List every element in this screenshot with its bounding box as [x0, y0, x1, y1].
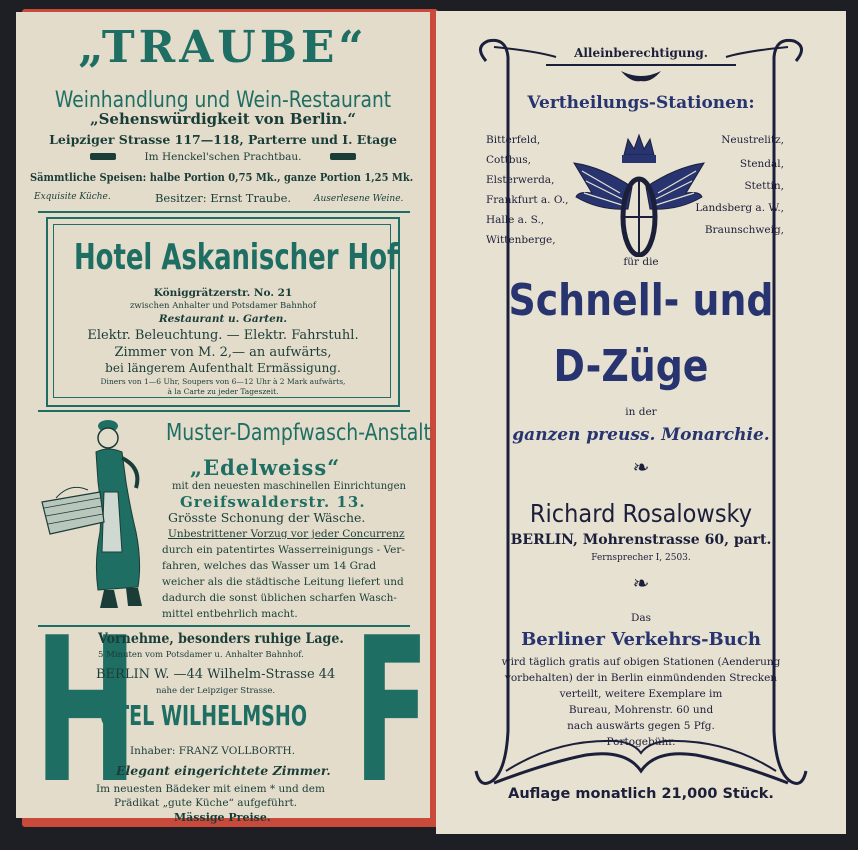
body-line: wird täglich gratis auf obigen Stationen (Aenderung	[501, 656, 781, 668]
station-right: Landsberg a. W.,	[695, 202, 784, 214]
askanischer-title: Hotel Askanischer Hof	[73, 237, 399, 278]
station-left: Elsterwerda,	[486, 174, 555, 186]
edelweiss-title: Muster-Dampfwasch-Anstalt	[166, 420, 431, 446]
edelweiss-p2: durch ein patentirtes Wasserreinigungs - Ver-	[162, 544, 405, 556]
headline-schnell: Schnell- und	[508, 275, 774, 326]
station-left: Cottbus,	[486, 154, 532, 166]
wilhelmshof-letter-f: F	[354, 595, 430, 828]
edelweiss-name: „Edelweiss“	[190, 455, 341, 480]
divider	[38, 211, 410, 213]
publisher-phone: Fernsprecher I, 2503.	[591, 553, 691, 563]
station-right: Stendal,	[739, 158, 784, 170]
traube-building: Im Henckel'schen Prachtbau.	[144, 151, 302, 163]
right-page	[436, 11, 846, 834]
askanischer-street: Königgrätzerstr. No. 21	[153, 287, 293, 299]
left-page	[16, 12, 431, 828]
wilhelmshof-baedeker1: Im neuesten Bädeker mit einem * und dem	[96, 783, 325, 795]
traube-address: Leipziger Strasse 117—118, Parterre und I. Etage	[49, 132, 397, 147]
wilhelmshof-address: BERLIN W. —44 Wilhelm-Strasse 44	[96, 667, 336, 682]
book-title: Berliner Verkehrs-Buch	[521, 629, 761, 650]
traube-note-left: Exquisite Küche.	[34, 192, 111, 202]
traube-food: Sämmtliche Speisen: halbe Portion 0,75 Mk., ganze Portion 1,25 Mk.	[30, 170, 414, 184]
station-left: Bitterfeld,	[486, 134, 541, 146]
footer-circulation: Auflage monatlich 21,000 Stück.	[508, 786, 774, 802]
askanischer-discount: bei längerem Aufenthalt Ermässigung.	[105, 361, 341, 375]
traube-note-right: Auserlesene Weine.	[314, 194, 404, 204]
edelweiss-p5: dadurch die sonst üblichen scharfen Wasch-	[162, 592, 397, 604]
askanischer-diners: Diners von 1—6 Uhr, Soupers von 6—12 Uhr à 2 Mark aufwärts,	[100, 377, 346, 386]
publisher-address: BERLIN, Mohrenstrasse 60, part.	[510, 532, 772, 548]
winged-wheel-crown-emblem	[572, 127, 706, 257]
edelweiss-p1: Unbestrittener Vorzug vor jeder Concurrenz	[168, 528, 405, 540]
ornament-1: ❧	[632, 455, 650, 479]
station-right: Neustrelitz,	[721, 134, 784, 146]
station-left: Halle a. S.,	[486, 214, 545, 226]
das: Das	[630, 612, 652, 624]
ornament-2: ❧	[632, 571, 650, 595]
station-right: Braunschweig,	[704, 224, 784, 236]
askanischer-carte: à la Carte zu jeder Tageszeit.	[167, 387, 279, 396]
station-left: Wittenberge,	[486, 234, 556, 246]
traube-owner: Besitzer: Ernst Traube.	[154, 191, 292, 205]
publisher: Richard Rosalowsky	[529, 499, 753, 528]
wilhelmshof-prices: Mässige Preise.	[174, 811, 271, 824]
wilhelmshof-owner: Inhaber: FRANZ VOLLBORTH.	[130, 745, 296, 757]
traube-tagline: „Sehenswürdigkeit von Berlin.“	[89, 110, 357, 128]
headline-d-zuege: D-Züge	[553, 341, 709, 392]
wilhelmshof-line1: Vornehme, besonders ruhige Lage.	[98, 631, 344, 647]
edelweiss-p6: mittel entbehrlich macht.	[162, 608, 298, 620]
station-left: Frankfurt a. O.,	[486, 194, 569, 206]
wilhelmshof-letter-h: H	[34, 595, 138, 828]
header-rule	[546, 64, 736, 66]
wilhelmshof-rooms: Elegant eingerichtete Zimmer.	[116, 763, 331, 778]
wilhelmshof-near: nahe der Leipziger Strasse.	[156, 686, 276, 696]
askanischer-restaurant: Restaurant u. Garten.	[158, 313, 288, 325]
askanischer-rooms: Zimmer von M. 2,— an aufwärts,	[114, 345, 332, 360]
laundry-woman-illustration	[38, 412, 158, 612]
monarchy: ganzen preuss. Monarchie.	[512, 425, 770, 445]
askanischer-amenities: Elektr. Beleuchtung. — Elektr. Fahrstuhl.	[87, 328, 359, 343]
wilhelmshof-line2: 5 Minuten vom Potsdamer u. Anhalter Bahnhof.	[98, 650, 304, 660]
wilhelmshof-baedeker2: Prädikat „gute Küche“ aufgeführt.	[114, 797, 298, 809]
body-line: Portogebühr.	[606, 736, 676, 748]
stations-title: Vertheilungs-Stationen:	[527, 93, 755, 113]
header: Alleinberechtigung.	[574, 46, 708, 60]
wilhelmshof-name: OTEL WILHELMSHO	[100, 699, 308, 732]
pointing-hand-icon	[330, 153, 356, 160]
body-line: Bureau, Mohrenstr. 60 und	[568, 704, 714, 716]
station-right: Stettin,	[744, 180, 784, 192]
edelweiss-p3: fahren, welches das Wasser um 14 Grad	[162, 560, 377, 572]
traube-subtitle: Weinhandlung und Wein-Restaurant	[54, 88, 392, 113]
body-line: vorbehalten) der in Berlin einmündenden Strecken	[504, 672, 778, 684]
askanischer-between: zwischen Anhalter und Potsdamer Bahnhof	[129, 301, 317, 311]
fuer-die: für die	[623, 256, 659, 268]
body-line: verteilt, weitere Exemplare im	[559, 688, 723, 700]
edelweiss-p4: weicher als die städtische Leitung liefert und	[162, 576, 404, 588]
traube-title: „TRAUBE“	[78, 22, 368, 73]
in-der: in der	[625, 406, 657, 418]
edelweiss-line2: Grösste Schonung der Wäsche.	[168, 510, 366, 525]
body-line: nach auswärts gegen 5 Pfg.	[567, 720, 715, 732]
edelweiss-line1: mit den neuesten maschinellen Einrichtungen	[172, 481, 406, 492]
edelweiss-street: Greifswalderstr. 13.	[180, 493, 366, 511]
